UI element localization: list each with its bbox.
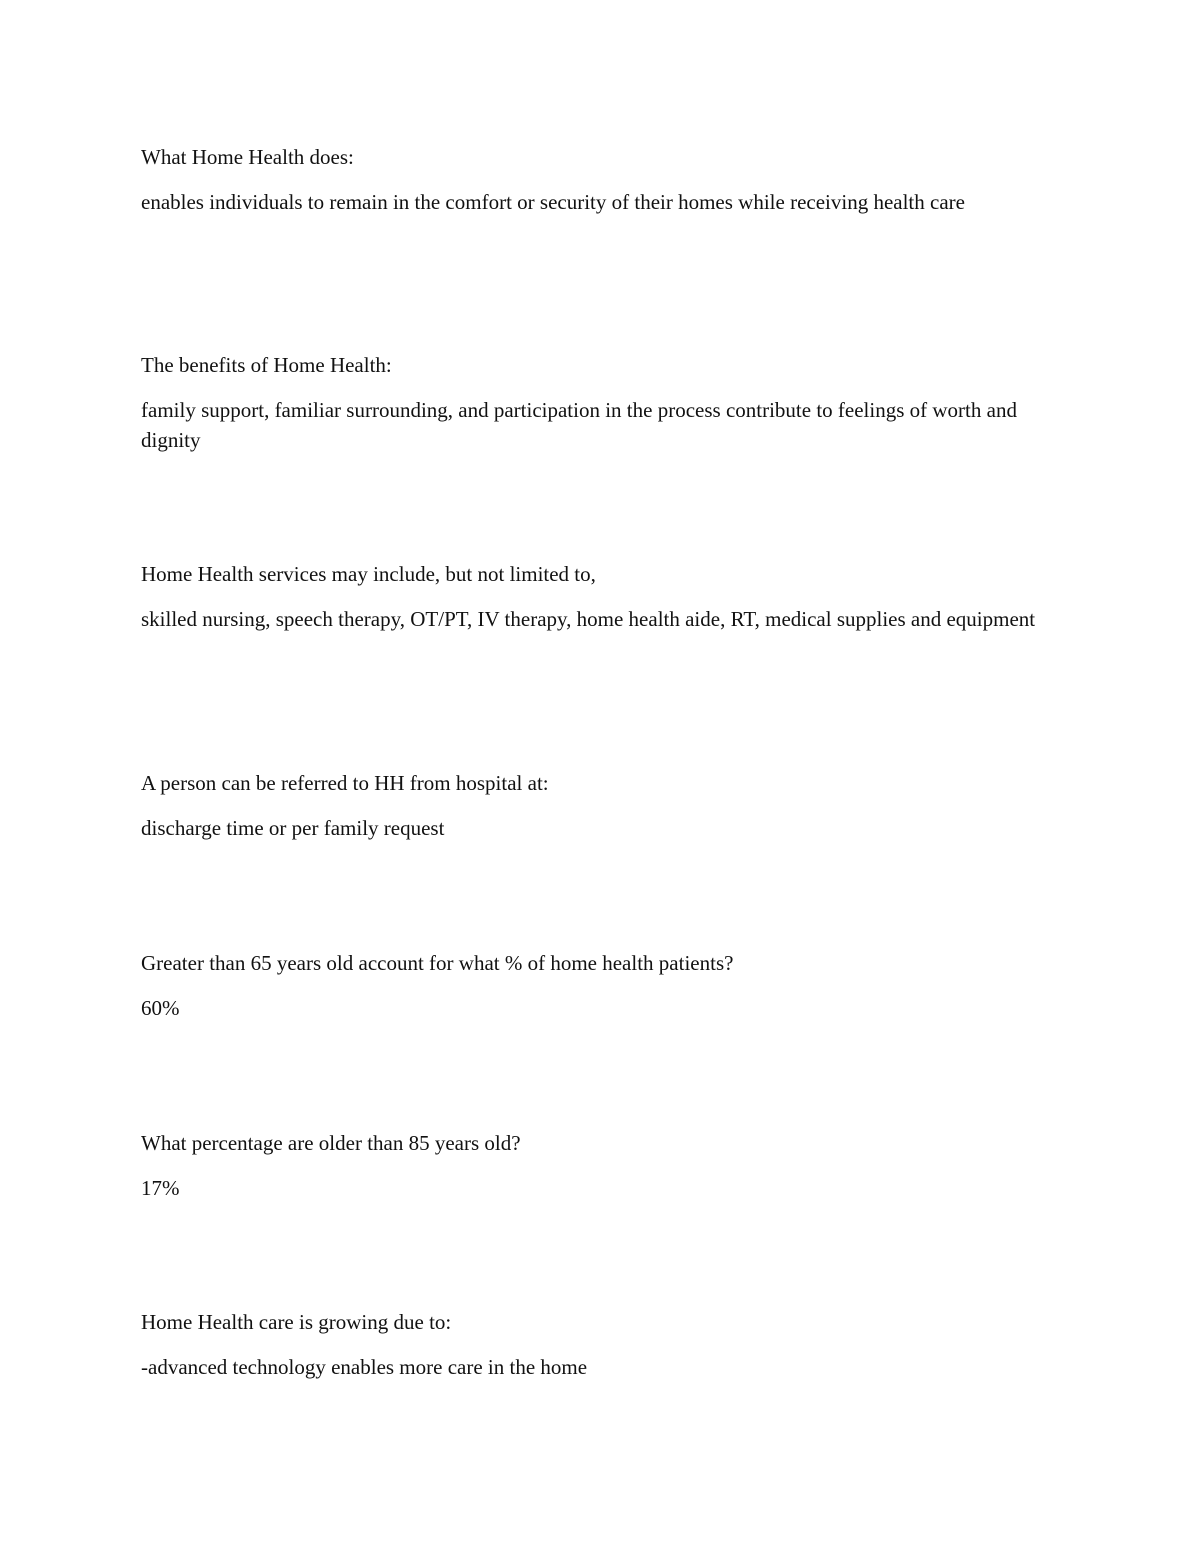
section-growth bbox=[141, 1307, 1051, 1382]
section-what-home-health-does bbox=[141, 142, 1051, 217]
question-text: What Home Health does: bbox=[141, 145, 354, 169]
answer-text: 17% bbox=[141, 1176, 180, 1200]
answer-text: -advanced technology enables more care in the home bbox=[141, 1355, 588, 1379]
section-referral bbox=[141, 768, 1051, 843]
answer-text: skilled nursing, speech therapy, OT/PT, IV therapy, home health aide, RT, medical supplies and equipment bbox=[141, 607, 1036, 631]
section-benefits bbox=[141, 350, 1051, 455]
question-text: Home Health services may include, but not limited to, bbox=[141, 562, 596, 586]
question-text: Greater than 65 years old account for what % of home health patients? bbox=[141, 951, 734, 975]
answer-text: enables individuals to remain in the comfort or security of their homes while receiving health care bbox=[141, 190, 965, 214]
question-text: The benefits of Home Health: bbox=[141, 353, 392, 377]
section-over-85 bbox=[141, 1128, 1051, 1203]
question-text: What percentage are older than 85 years old? bbox=[141, 1131, 521, 1155]
question-text: A person can be referred to HH from hospital at: bbox=[141, 771, 549, 795]
section-over-65 bbox=[141, 948, 1051, 1023]
question-text: Home Health care is growing due to: bbox=[141, 1310, 452, 1334]
answer-text: 60% bbox=[141, 996, 180, 1020]
answer-text: discharge time or per family request bbox=[141, 816, 445, 840]
answer-text: family support, familiar surrounding, and participation in the process contribute to feelings of worth and dignity bbox=[141, 398, 1017, 452]
section-services bbox=[141, 559, 1051, 634]
